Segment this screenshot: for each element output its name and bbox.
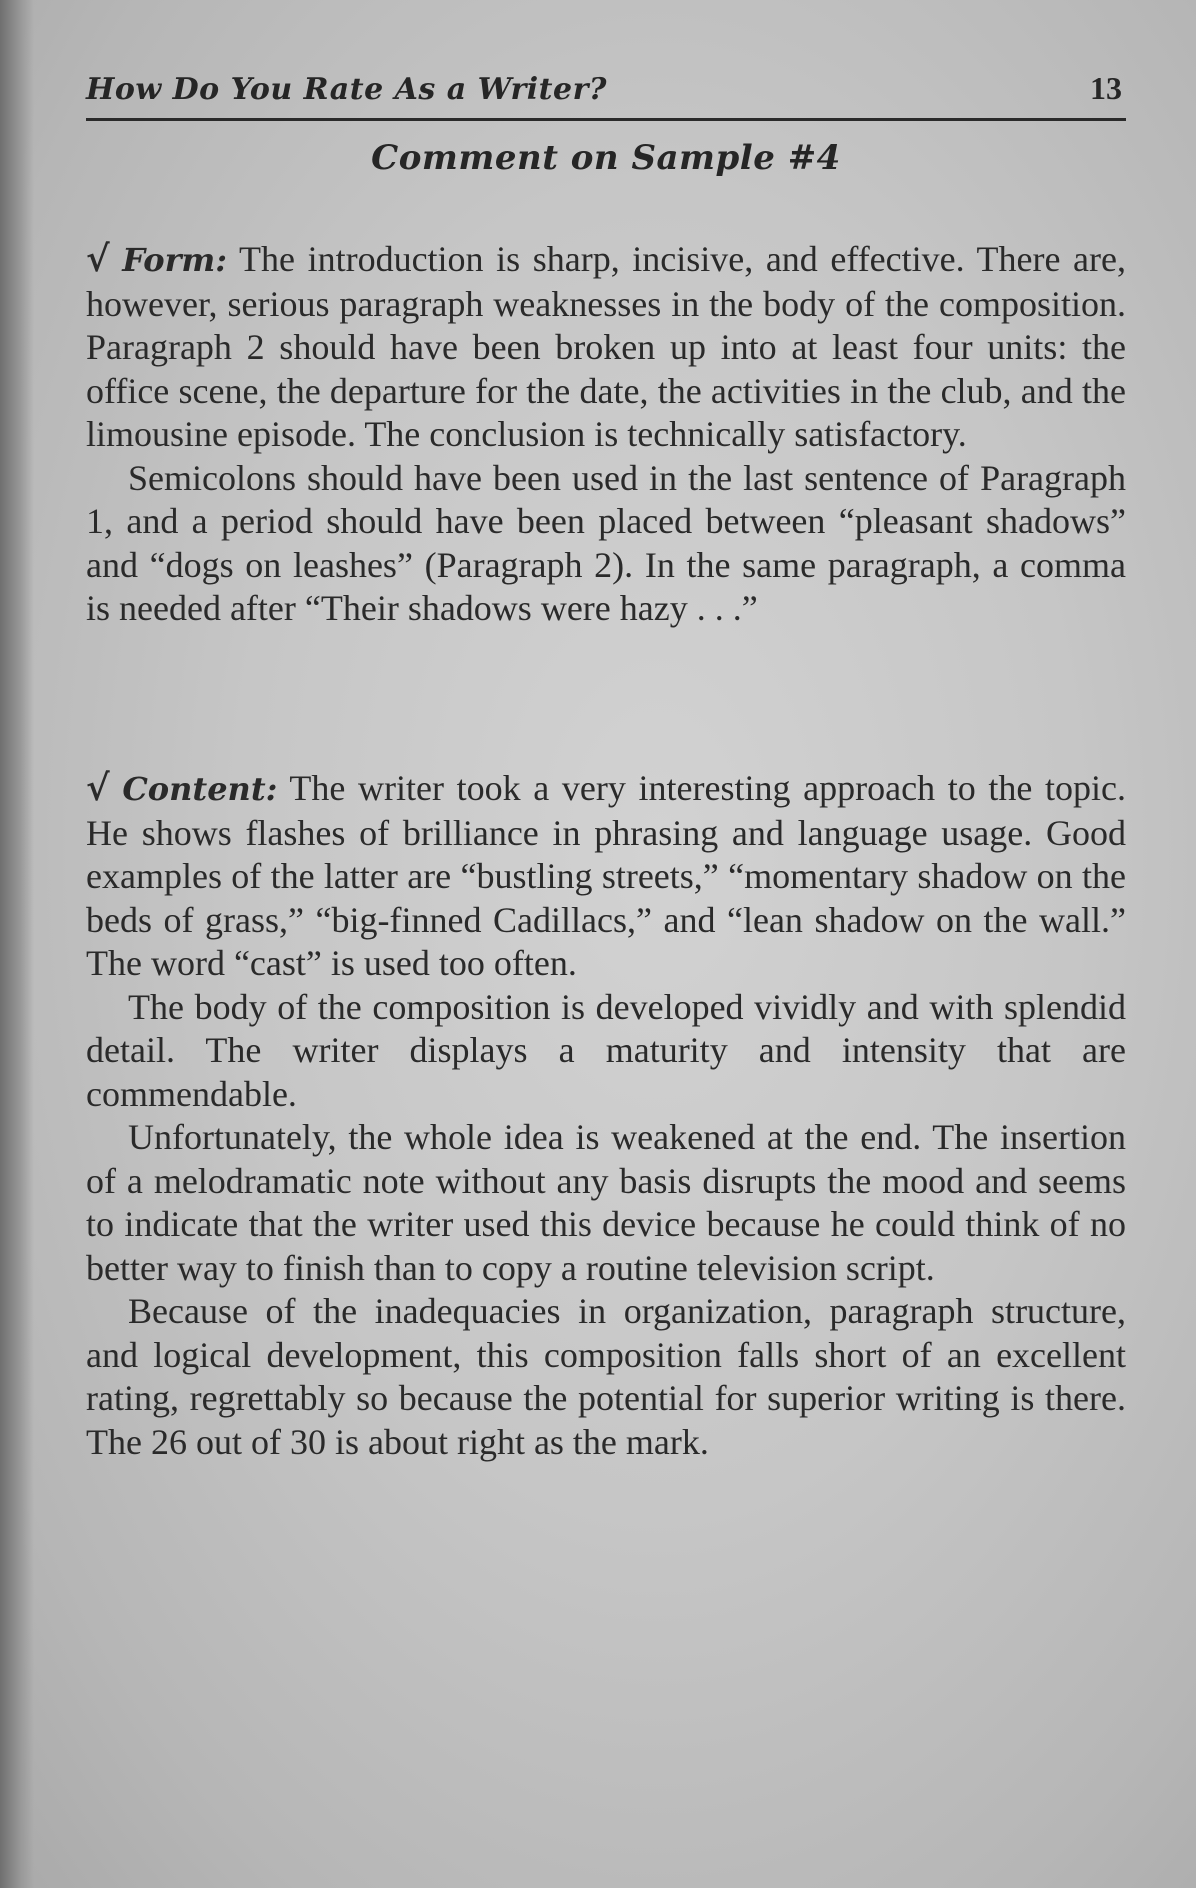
content-paragraph-1 [86,767,1126,986]
checkmark-icon: √ [86,238,110,280]
form-paragraph-1-text: The introduction is sharp, incisive, and effective. There are, however, serious paragraph weaknesses in the body of the composition. Paragraph 2 should have been broken up into at least four units: the office scene, the departure for the date, the activities in the club, and the limousine episode. The conclusion is technically satisfactory. [86,239,1127,454]
form-paragraph-2: Semicolons should have been used in the last sentence of Paragraph 1, and a period should have been placed between “pleasant shadows” and “dogs on leashes” (Paragraph 2). In the same paragraph, a comma is needed after “Their shadows were hazy . . .” [86,457,1126,628]
form-comment-block [86,238,1126,631]
page-header [86,68,1126,121]
content-comment-block [86,767,1126,1464]
page-number: 13 [1090,70,1122,106]
content-paragraph-3: Unfortunately, the whole idea is weakened at the end. The insertion of a melodramatic note without any basis disrupts the mood and seems to indicate that the writer used this device because he could think of no better way to finish than to copy a routine television script. [86,1117,1126,1288]
content-paragraph-1-text: The writer took a very interesting approach to the topic. He shows flashes of brilliance in phrasing and language usage. Good examples of the latter are “bustling streets,” “momentary shadow on the beds of grass,” “big-finned Cadillacs,” and “lean shadow on the wall.” The word “cast” is used too often. [86,768,1127,983]
form-paragraph-1 [86,238,1126,457]
form-label: Form: [122,241,228,279]
content-paragraph-2: The body of the composition is developed vividly and with splendid detail. The writer displays a maturity and intensity that are commendable. [86,986,1126,1114]
content-label: Content: [122,770,278,808]
binding-shadow [0,0,34,1888]
content-paragraph-4: Because of the inadequacies in organization, paragraph structure, and logical development, this composition falls short of an excellent rating, regrettably so because the potential for superior writing is there. The 26 out of 30 is about right as the mark. [86,1291,1126,1462]
running-title: How Do You Rate As a Writer? [86,72,607,107]
checkmark-icon: √ [86,767,110,809]
section-title: Comment on Sample #4 [371,138,841,178]
